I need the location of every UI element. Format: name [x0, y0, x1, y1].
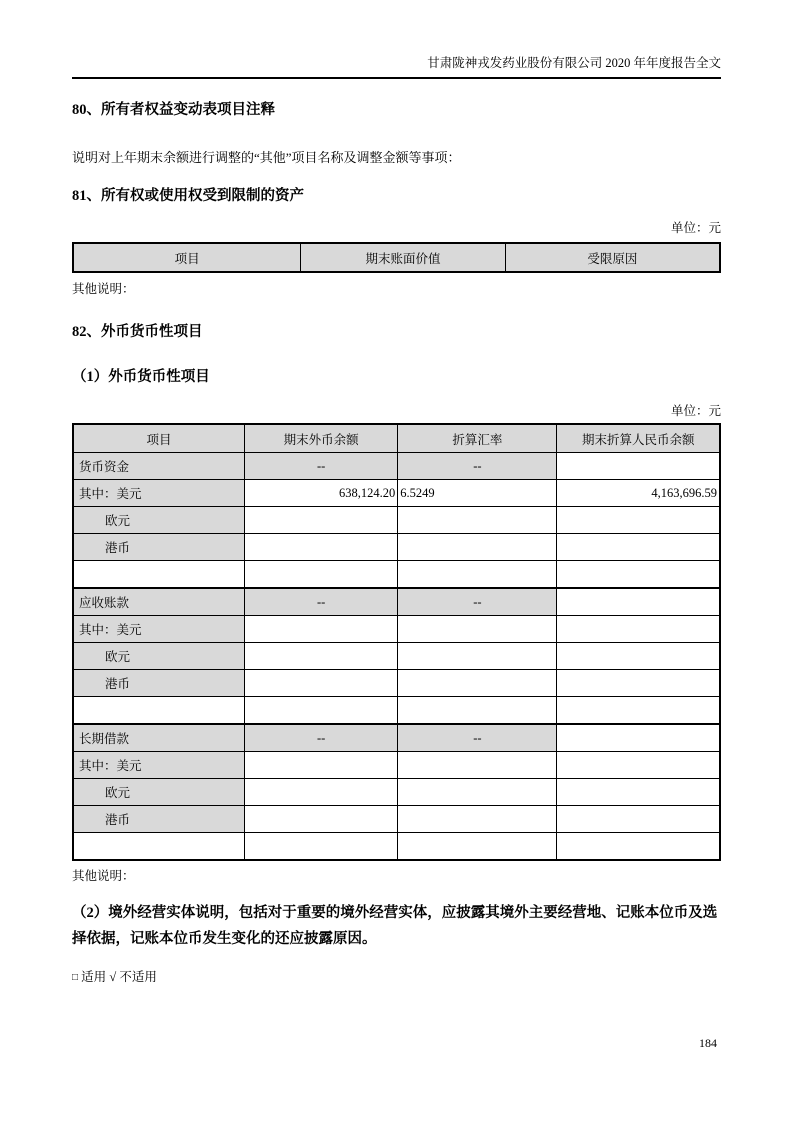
section-82-sub1-title: （1）外币货币性项目 [72, 369, 210, 385]
cell-rmb-balance [557, 616, 720, 643]
restricted-assets-table [72, 242, 721, 273]
section-80-body: 说明对上年期末余额进行调整的“其他”项目名称及调整金额等事项： [72, 150, 461, 165]
cell-item: 港币 [73, 534, 244, 561]
table-row-blank [73, 833, 720, 861]
cell-rmb-balance [557, 453, 720, 480]
cell-exchange-rate: -- [398, 588, 557, 616]
unit-label-82: 单位：元 [670, 404, 721, 418]
col-header-foreign-balance: 期末外币余额 [244, 424, 397, 453]
cell-item: 欧元 [73, 779, 244, 806]
cell-foreign-balance [244, 806, 397, 833]
table-row-eur [73, 643, 720, 670]
cell-rmb-balance [557, 670, 720, 697]
unit-label-81: 单位：元 [670, 221, 721, 235]
applicability-line [72, 969, 721, 987]
cell-rmb-balance [557, 507, 720, 534]
col-header-restriction-reason: 受限原因 [505, 243, 720, 272]
cell-rmb-balance [557, 752, 720, 779]
table-row-usd [73, 480, 720, 507]
cell-rmb-balance [557, 561, 720, 589]
table-row-usd [73, 616, 720, 643]
cell-item: 应收账款 [73, 588, 244, 616]
cell-foreign-balance: -- [244, 453, 397, 480]
col-header-exchange-rate: 折算汇率 [398, 424, 557, 453]
cell-item [73, 697, 244, 725]
cell-rmb-balance: 4,163,696.59 [557, 480, 720, 507]
cell-exchange-rate: 6.5249 [398, 480, 557, 507]
cell-foreign-balance [244, 752, 397, 779]
table-row-blank [73, 561, 720, 589]
other-note-81: 其他说明： [72, 282, 135, 296]
cell-item: 欧元 [73, 507, 244, 534]
cell-foreign-balance [244, 561, 397, 589]
cell-item [73, 833, 244, 861]
table-row-accounts-receivable [73, 588, 720, 616]
section-82-title: 82、外币货币性项目 [72, 324, 203, 340]
table-row-hkd [73, 534, 720, 561]
col-header-ending-book-value: 期末账面价值 [301, 243, 505, 272]
section-80-title: 80、所有者权益变动表项目注释 [72, 102, 275, 118]
cell-rmb-balance [557, 697, 720, 725]
cell-foreign-balance [244, 534, 397, 561]
cell-rmb-balance [557, 588, 720, 616]
cell-rmb-balance [557, 643, 720, 670]
cell-rmb-balance [557, 833, 720, 861]
cell-item [73, 561, 244, 589]
cell-item: 其中：美元 [73, 480, 244, 507]
cell-rmb-balance [557, 534, 720, 561]
cell-foreign-balance [244, 833, 397, 861]
cell-foreign-balance [244, 670, 397, 697]
report-header-title: 甘肃陇神戎发药业股份有限公司 2020 年年度报告全文 [72, 55, 721, 79]
cell-foreign-balance [244, 616, 397, 643]
section-81-title: 81、所有权或使用权受到限制的资产 [72, 188, 304, 204]
cell-item: 港币 [73, 806, 244, 833]
table-row-monetary-funds [73, 453, 720, 480]
cell-rmb-balance [557, 779, 720, 806]
col-header-item: 项目 [73, 424, 244, 453]
cell-item: 港币 [73, 670, 244, 697]
cell-exchange-rate [398, 697, 557, 725]
cell-exchange-rate [398, 779, 557, 806]
col-header-item: 项目 [73, 243, 301, 272]
not-applicable-label: 不适用 [119, 970, 157, 984]
cell-exchange-rate: -- [398, 724, 557, 752]
cell-item: 其中：美元 [73, 616, 244, 643]
checkmark-icon: √ [109, 970, 117, 984]
checkbox-unchecked-icon: □ [72, 972, 79, 983]
cell-foreign-balance [244, 697, 397, 725]
cell-exchange-rate [398, 561, 557, 589]
cell-exchange-rate [398, 806, 557, 833]
cell-item: 货币资金 [73, 453, 244, 480]
cell-exchange-rate [398, 507, 557, 534]
cell-item: 长期借款 [73, 724, 244, 752]
cell-foreign-balance [244, 507, 397, 534]
table-header-row [73, 424, 720, 453]
cell-exchange-rate [398, 670, 557, 697]
cell-foreign-balance: -- [244, 724, 397, 752]
cell-exchange-rate [398, 616, 557, 643]
table-row-hkd [73, 806, 720, 833]
cell-rmb-balance [557, 724, 720, 752]
page-number: 184 [699, 1036, 717, 1050]
cell-foreign-balance: 638,124.20 [244, 480, 397, 507]
table-row-blank [73, 697, 720, 725]
cell-rmb-balance [557, 806, 720, 833]
cell-exchange-rate: -- [398, 453, 557, 480]
applicable-label: 适用 [81, 970, 107, 984]
table-header-row [73, 243, 720, 272]
col-header-rmb-balance: 期末折算人民币余额 [557, 424, 720, 453]
cell-exchange-rate [398, 752, 557, 779]
cell-item: 欧元 [73, 643, 244, 670]
cell-exchange-rate [398, 833, 557, 861]
table-row-hkd [73, 670, 720, 697]
cell-exchange-rate [398, 534, 557, 561]
cell-exchange-rate [398, 643, 557, 670]
foreign-currency-table [72, 423, 721, 861]
table-row-eur [73, 779, 720, 806]
section-82-sub2-title: （2）境外经营实体说明，包括对于重要的境外经营实体，应披露其境外主要经营地、记账本位币及选择依据，记账本位币发生变化的还应披露原因。 [72, 905, 718, 947]
table-row-eur [73, 507, 720, 534]
table-row-long-term-loans [73, 724, 720, 752]
cell-foreign-balance [244, 779, 397, 806]
cell-foreign-balance: -- [244, 588, 397, 616]
table-row-usd [73, 752, 720, 779]
other-note-82: 其他说明： [72, 869, 135, 883]
cell-foreign-balance [244, 643, 397, 670]
cell-item: 其中：美元 [73, 752, 244, 779]
